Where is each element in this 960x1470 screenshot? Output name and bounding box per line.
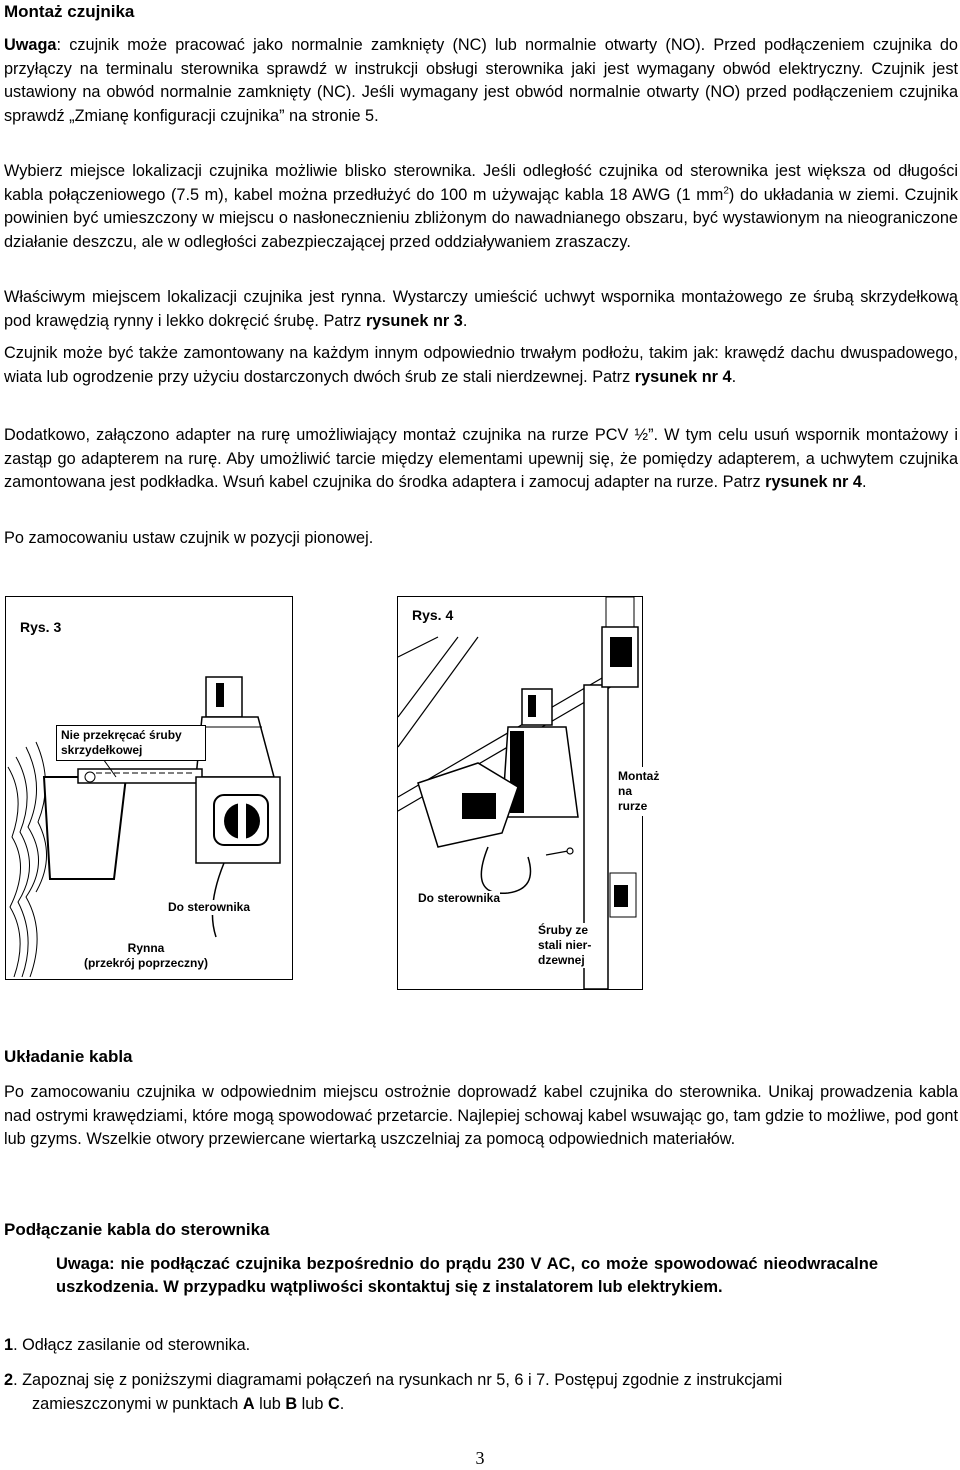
callout-pipe-mount [616, 767, 661, 816]
callout-screws-line2: stali nier- [538, 938, 592, 952]
figure3-reference: rysunek nr 3 [365, 311, 463, 330]
callout-gutter [66, 941, 226, 971]
note-paragraph [4, 34, 958, 128]
step-1 [4, 1334, 958, 1358]
step-2-end: . [339, 1394, 345, 1413]
callout-pipe-line1: Montaż [618, 769, 660, 783]
step-2-A: A [242, 1394, 255, 1413]
section-title-mount: Montaż czujnika [4, 2, 135, 21]
step-2-C: C [327, 1394, 340, 1413]
callout-screws-line3: dzewnej [538, 953, 585, 967]
step-2-lub2: lub [297, 1394, 328, 1413]
alt-mount-text-end: . [731, 367, 737, 386]
figure-4-title: Rys. 4 [412, 607, 454, 623]
cable-paragraph: Po zamocowaniu czujnika w odpowiednim miejscu ostrożnie doprowadź kabel czujnika do sterownika. Unikaj prowadzenia kabla nad ostrymi krawędziami, które mogą spowodować przetarcie. Najlepiej schowaj kabel wsuwając go, tam gdzie to możliwe, pod gont lub gzyms. Wszelkie otwory przewiercane wiertarką uszczelniaj za pomocą odpowiednich materiałów. [4, 1083, 958, 1148]
figure-3-title: Rys. 3 [20, 619, 62, 635]
callout-screws-line1: Śruby ze [538, 923, 589, 937]
location-text-b: ) do układania w ziemi. Czujnik powinien być umieszczony w miejscu o nasłonecznieniu zbliżonym do nawadnianego obszaru, być wystawionym na nieograniczone działanie deszczu, ale w odległości zabezpieczającej przed oddziaływaniem zraszaczy. [4, 185, 958, 251]
section-title-cable: Układanie kabla [4, 1047, 133, 1066]
pipe-adapter-text-end: . [861, 473, 867, 491]
callout-gutter-line2: (przekrój poprzeczny) [83, 956, 209, 970]
step-2-text-line2: zamieszczonymi w punktach [32, 1394, 243, 1413]
callout-pipe-line2: na rurze [618, 784, 648, 813]
figure4-reference: rysunek nr 4 [634, 367, 732, 386]
note-label: Uwaga [4, 36, 57, 54]
callout-wing-screw: Nie przekręcać śruby skrzydełkowej [56, 725, 206, 761]
superscript-2: 2 [723, 185, 729, 197]
step-2-text: . Zapoznaj się z poniższymi diagramami połączeń na rysunkach nr 5, 6 i 7. Postępuj zgodnie z instrukcjami [13, 1371, 783, 1389]
gutter-text-end: . [462, 311, 468, 330]
step-1-text: . Odłącz zasilanie od sterownika. [13, 1336, 251, 1354]
figure4-reference-2: rysunek nr 4 [765, 473, 862, 491]
figure-3 [5, 596, 293, 980]
callout-to-controller-3: Do sterownika [168, 900, 251, 914]
pipe-adapter-paragraph [4, 424, 958, 495]
location-text-a: Wybierz miejsce lokalizacji czujnika możliwie blisko sterownika. Jeśli odległość czujnika od sterownika jest większa od długości kabla połączeniowego (7.5 m), kabel można przedłużyć do 100 m używając kabla 18 AWG (1 mm [4, 162, 958, 204]
location-paragraph [4, 160, 958, 254]
pipe-adapter-text: Dodatkowo, załączono adapter na rurę umożliwiający montaż czujnika na rurze PCV ½”. W tym celu usuń wspornik montażowy i zastąp go adapterem na rurę. Aby umożliwić tarcie między elementami upewnij się, że pomiędzy adapterem, a uchwytem czujnika zamontowana jest podkładka. Wsuń kabel czujnika do środka adaptera i zamocuj adapter na rurze. Patrz [4, 426, 958, 491]
warning-paragraph: Uwaga: nie podłączać czujnika bezpośrednio do prądu 230 V AC, co może spowodować nieodwracalne uszkodzenia. W przypadku wątpliwości skontaktuj się z instalatorem lub elektrykiem. [56, 1255, 878, 1296]
vertical-position-paragraph: Po zamocowaniu ustaw czujnik w pozycji pionowej. [4, 529, 374, 547]
step-2-B: B [285, 1394, 298, 1413]
alt-mount-text: Czujnik może być także zamontowany na każdym innym odpowiednio trwałym podłożu, takim jak: krawędź dachu dwuspadowego, wiata lub ogrodzenie przy użyciu dostarczonych dwóch śrub ze stali nierdzewnej. Patrz [4, 344, 958, 386]
note-text: : czujnik może pracować jako normalnie zamknięty (NC) lub normalnie otwarty (NO). Przed podłączeniem czujnika do przyłączy na terminalu sterownika sprawdź w instrukcji obsługi sterownika jaki jest wymagany obwód elektryczny. Czujnik jest ustawiony na obwód normalnie zamknięty (NC). Jeśli wymagany jest obwód normalnie otwarty (NO) przed podłączeniem czujnika sprawdź „Zmianę konfiguracji czujnika” na stronie 5. [4, 36, 958, 125]
section-title-connect: Podłączanie kabla do sterownika [4, 1220, 270, 1239]
step-2 [4, 1369, 958, 1416]
figure-3-illustration [6, 597, 292, 979]
step-1-number: 1 [4, 1336, 14, 1354]
callout-stainless-screws [538, 923, 591, 968]
callout-to-controller-4: Do sterownika [418, 891, 501, 905]
gutter-text: Właściwym miejscem lokalizacji czujnika jest rynna. Wystarczy umieścić uchwyt wspornika montażowego ze śrubą skrzydełkową pod krawędzią rynny i lekko dokręcić śrubę. Patrz [4, 288, 958, 330]
callout-gutter-line1: Rynna [127, 941, 165, 955]
figure-4-illustration [398, 597, 642, 989]
step-2-lub1: lub [254, 1394, 286, 1413]
page-number: 3 [475, 1448, 485, 1468]
alt-mount-paragraph [4, 342, 958, 389]
figure-4 [397, 596, 660, 990]
gutter-paragraph [4, 286, 958, 333]
step-2-number: 2 [4, 1371, 14, 1389]
